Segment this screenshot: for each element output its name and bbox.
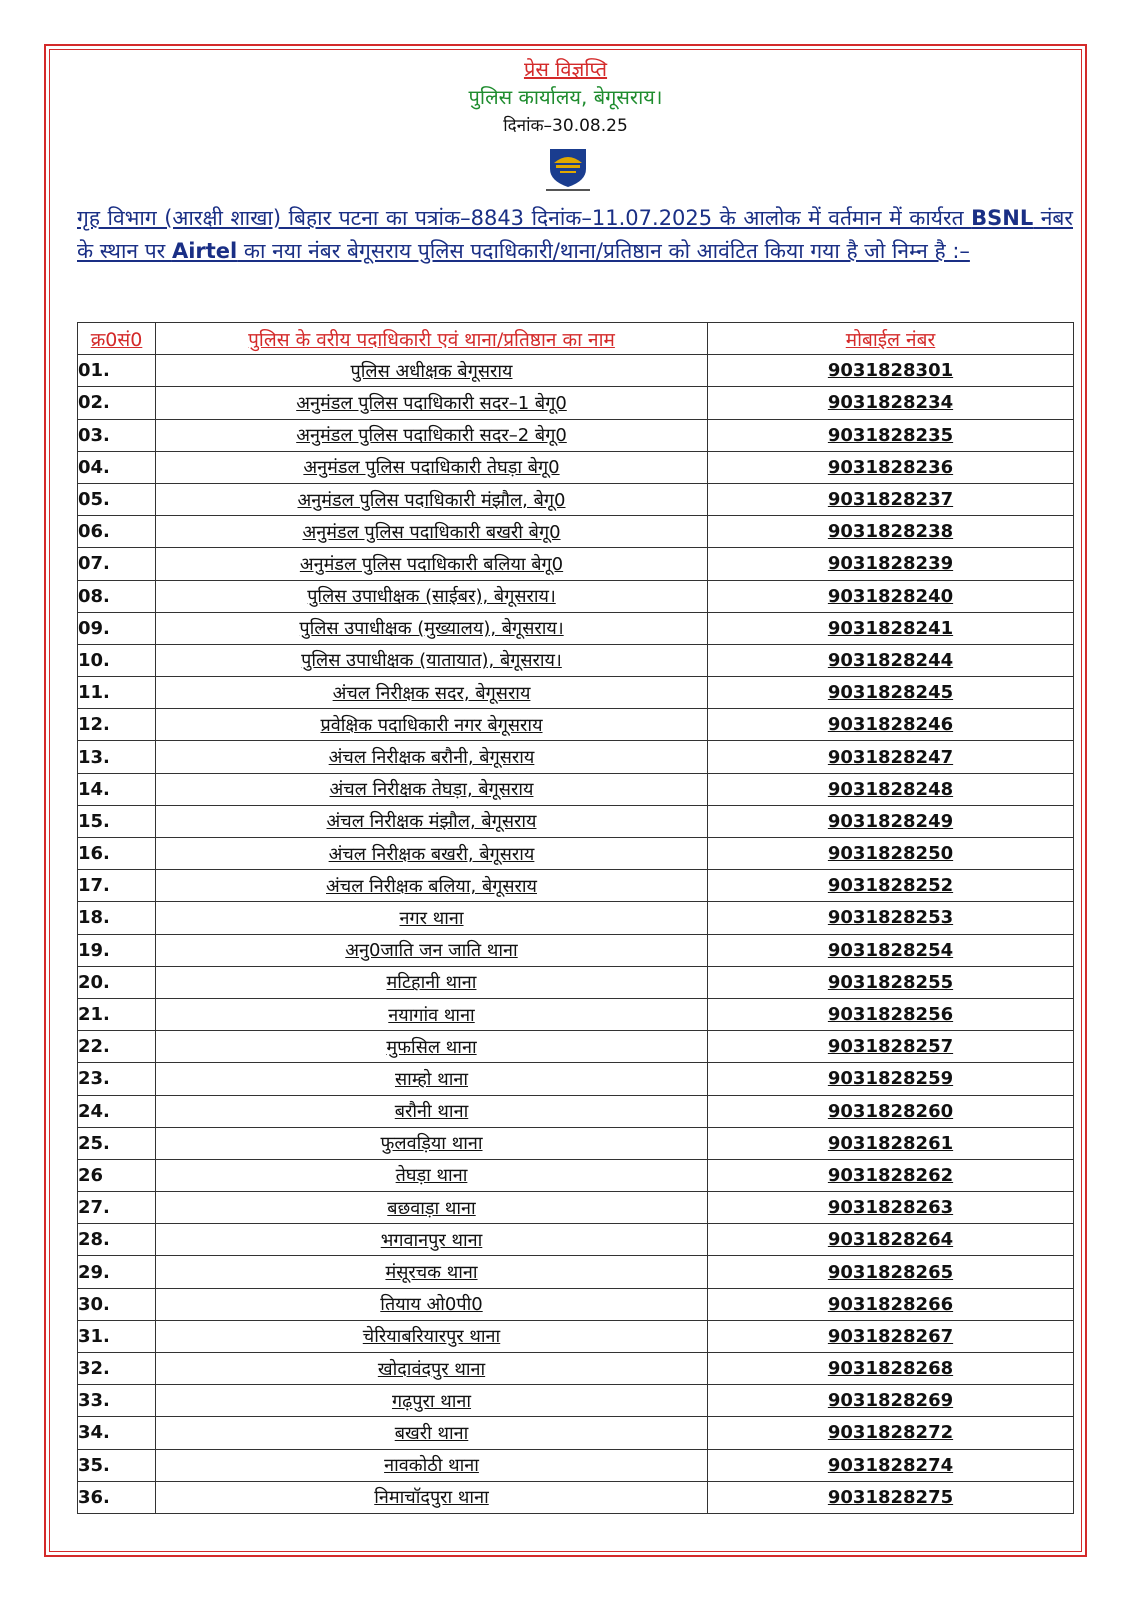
- serial-cell: 05.: [78, 483, 156, 515]
- name-cell: बखरी थाना: [156, 1417, 708, 1449]
- office-name: पुलिस कार्यालय, बेगूसराय।: [468, 85, 663, 109]
- serial-cell: 18.: [78, 902, 156, 934]
- serial-cell: 09.: [78, 612, 156, 644]
- mobile-cell: 9031828261: [708, 1127, 1074, 1159]
- table-row: [78, 1288, 1074, 1320]
- mobile-cell: 9031828234: [708, 387, 1074, 419]
- name-cell: निमाचॉदपुरा थाना: [156, 1481, 708, 1513]
- table-row: [78, 934, 1074, 966]
- name-cell: बछवाड़ा थाना: [156, 1192, 708, 1224]
- mobile-cell: 9031828238: [708, 516, 1074, 548]
- mobile-cell: 9031828255: [708, 966, 1074, 998]
- serial-cell: 31.: [78, 1320, 156, 1352]
- name-cell: अनु0जाति जन जाति थाना: [156, 934, 708, 966]
- mobile-cell: 9031828252: [708, 870, 1074, 902]
- name-cell: अंचल निरीक्षक मंझौल, बेगूसराय: [156, 805, 708, 837]
- serial-cell: 36.: [78, 1481, 156, 1513]
- serial-cell: 02.: [78, 387, 156, 419]
- table-row: [78, 709, 1074, 741]
- intro-text-2: नंबर के स्थान पर: [77, 206, 1073, 263]
- table-row: [78, 966, 1074, 998]
- mobile-cell: 9031828268: [708, 1353, 1074, 1385]
- serial-cell: 25.: [78, 1127, 156, 1159]
- name-cell: पुलिस उपाधीक्षक (यातायात), बेगूसराय।: [156, 644, 708, 676]
- table-row: [78, 1224, 1074, 1256]
- name-cell: साम्हो थाना: [156, 1063, 708, 1095]
- table-row: [78, 419, 1074, 451]
- table-row: [78, 387, 1074, 419]
- name-cell: अनुमंडल पुलिस पदाधिकारी तेघड़ा बेगू0: [156, 451, 708, 483]
- mobile-cell: 9031828245: [708, 677, 1074, 709]
- name-cell: बरौनी थाना: [156, 1095, 708, 1127]
- table-row: [78, 870, 1074, 902]
- intro-text-1: गृह विभाग (आरक्षी शाखा) बिहार पटना का पत्रांक–8843 दिनांक–11.07.2025 के आलोक में वर्तमान में कार्यरत: [77, 206, 972, 230]
- table-row: [78, 1481, 1074, 1513]
- serial-cell: 04.: [78, 451, 156, 483]
- table-row: [78, 1031, 1074, 1063]
- serial-cell: 29.: [78, 1256, 156, 1288]
- mobile-cell: 9031828259: [708, 1063, 1074, 1095]
- mobile-cell: 9031828244: [708, 644, 1074, 676]
- serial-cell: 32.: [78, 1353, 156, 1385]
- mobile-cell: 9031828246: [708, 709, 1074, 741]
- mobile-cell: 9031828249: [708, 805, 1074, 837]
- mobile-cell: 9031828269: [708, 1385, 1074, 1417]
- serial-cell: 35.: [78, 1449, 156, 1481]
- table-row: [78, 612, 1074, 644]
- table-row: [78, 1159, 1074, 1191]
- serial-cell: 23.: [78, 1063, 156, 1095]
- table-row: [78, 773, 1074, 805]
- serial-cell: 20.: [78, 966, 156, 998]
- mobile-cell: 9031828240: [708, 580, 1074, 612]
- name-cell: पुलिस अधीक्षक बेगूसराय: [156, 355, 708, 387]
- table-row: [78, 1449, 1074, 1481]
- mobile-cell: 9031828241: [708, 612, 1074, 644]
- serial-cell: 08.: [78, 580, 156, 612]
- header-name: पुलिस के वरीय पदाधिकारी एवं थाना/प्रतिष्ठान का नाम: [156, 323, 708, 355]
- mobile-cell: 9031828256: [708, 998, 1074, 1030]
- mobile-cell: 9031828235: [708, 419, 1074, 451]
- press-release-title: प्रेस विज्ञप्ति: [523, 57, 608, 81]
- serial-cell: 33.: [78, 1385, 156, 1417]
- table-row: [78, 741, 1074, 773]
- mobile-cell: 9031828250: [708, 838, 1074, 870]
- mobile-cell: 9031828264: [708, 1224, 1074, 1256]
- name-cell: अंचल निरीक्षक तेघड़ा, बेगूसराय: [156, 773, 708, 805]
- table-row: [78, 1417, 1074, 1449]
- name-cell: अंचल निरीक्षक सदर, बेगूसराय: [156, 677, 708, 709]
- mobile-cell: 9031828275: [708, 1481, 1074, 1513]
- name-cell: नगर थाना: [156, 902, 708, 934]
- name-cell: पुलिस उपाधीक्षक (साईबर), बेगूसराय।: [156, 580, 708, 612]
- name-cell: गढ़पुरा थाना: [156, 1385, 708, 1417]
- table-row: [78, 1192, 1074, 1224]
- name-cell: तेघड़ा थाना: [156, 1159, 708, 1191]
- mobile-cell: 9031828266: [708, 1288, 1074, 1320]
- serial-cell: 26: [78, 1159, 156, 1191]
- mobile-cell: 9031828265: [708, 1256, 1074, 1288]
- table-row: [78, 1127, 1074, 1159]
- table-row: [78, 1063, 1074, 1095]
- mobile-cell: 9031828237: [708, 483, 1074, 515]
- serial-cell: 01.: [78, 355, 156, 387]
- serial-cell: 27.: [78, 1192, 156, 1224]
- name-cell: नावकोठी थाना: [156, 1449, 708, 1481]
- release-date: दिनांक–30.08.25: [503, 116, 628, 136]
- mobile-cell: 9031828236: [708, 451, 1074, 483]
- serial-cell: 22.: [78, 1031, 156, 1063]
- serial-cell: 16.: [78, 838, 156, 870]
- table-row: [78, 677, 1074, 709]
- name-cell: नयागांव थाना: [156, 998, 708, 1030]
- name-cell: अंचल निरीक्षक बरौनी, बेगूसराय: [156, 741, 708, 773]
- name-cell: प्रवेक्षिक पदाधिकारी नगर बेगूसराय: [156, 709, 708, 741]
- mobile-cell: 9031828247: [708, 741, 1074, 773]
- table-row: [78, 355, 1074, 387]
- name-cell: मंसूरचक थाना: [156, 1256, 708, 1288]
- serial-cell: 24.: [78, 1095, 156, 1127]
- table-row: [78, 1256, 1074, 1288]
- mobile-cell: 9031828239: [708, 548, 1074, 580]
- serial-cell: 17.: [78, 870, 156, 902]
- table-row: [78, 902, 1074, 934]
- serial-cell: 21.: [78, 998, 156, 1030]
- serial-cell: 28.: [78, 1224, 156, 1256]
- serial-cell: 10.: [78, 644, 156, 676]
- mobile-cell: 9031828272: [708, 1417, 1074, 1449]
- serial-cell: 03.: [78, 419, 156, 451]
- name-cell: फुलवड़िया थाना: [156, 1127, 708, 1159]
- table-row: [78, 644, 1074, 676]
- mobile-cell: 9031828254: [708, 934, 1074, 966]
- name-cell: अनुमंडल पुलिस पदाधिकारी बलिया बेगू0: [156, 548, 708, 580]
- bihar-police-emblem-icon: [538, 145, 598, 193]
- serial-cell: 14.: [78, 773, 156, 805]
- table-row: [78, 483, 1074, 515]
- name-cell: अनुमंडल पुलिस पदाधिकारी मंझौल, बेगू0: [156, 483, 708, 515]
- serial-cell: 07.: [78, 548, 156, 580]
- name-cell: अंचल निरीक्षक बलिया, बेगूसराय: [156, 870, 708, 902]
- intro-airtel: Airtel: [171, 239, 238, 263]
- intro-text-3: का नया नंबर बेगूसराय पुलिस पदाधिकारी/थाना/प्रतिष्ठान को आवंटित किया गया है जो निम्न है :–: [237, 239, 970, 263]
- serial-cell: 19.: [78, 934, 156, 966]
- mobile-cell: 9031828248: [708, 773, 1074, 805]
- name-cell: मटिहानी थाना: [156, 966, 708, 998]
- name-cell: तियाय ओ0पी0: [156, 1288, 708, 1320]
- table-row: [78, 580, 1074, 612]
- mobile-cell: 9031828263: [708, 1192, 1074, 1224]
- serial-cell: 13.: [78, 741, 156, 773]
- name-cell: अनुमंडल पुलिस पदाधिकारी सदर–1 बेगू0: [156, 387, 708, 419]
- mobile-cell: 9031828253: [708, 902, 1074, 934]
- intro-bsnl: BSNL: [971, 206, 1034, 230]
- header-mobile: मोबाईल नंबर: [708, 323, 1074, 355]
- intro-paragraph: [77, 202, 1073, 268]
- header-serial: क्र0सं0: [78, 323, 156, 355]
- table-row: [78, 1095, 1074, 1127]
- mobile-cell: 9031828257: [708, 1031, 1074, 1063]
- name-cell: चेरियाबरियारपुर थाना: [156, 1320, 708, 1352]
- serial-cell: 06.: [78, 516, 156, 548]
- mobile-cell: 9031828301: [708, 355, 1074, 387]
- mobile-cell: 9031828260: [708, 1095, 1074, 1127]
- name-cell: मुफसिल थाना: [156, 1031, 708, 1063]
- table-row: [78, 451, 1074, 483]
- table-header-row: [78, 323, 1074, 355]
- table-row: [78, 998, 1074, 1030]
- table-row: [78, 1385, 1074, 1417]
- name-cell: भगवानपुर थाना: [156, 1224, 708, 1256]
- name-cell: अंचल निरीक्षक बखरी, बेगूसराय: [156, 838, 708, 870]
- name-cell: अनुमंडल पुलिस पदाधिकारी बखरी बेगू0: [156, 516, 708, 548]
- mobile-cell: 9031828274: [708, 1449, 1074, 1481]
- mobile-number-table: [77, 322, 1074, 1514]
- mobile-cell: 9031828267: [708, 1320, 1074, 1352]
- table-row: [78, 1320, 1074, 1352]
- name-cell: अनुमंडल पुलिस पदाधिकारी सदर–2 बेगू0: [156, 419, 708, 451]
- table-row: [78, 516, 1074, 548]
- mobile-cell: 9031828262: [708, 1159, 1074, 1191]
- name-cell: खोदावंदपुर थाना: [156, 1353, 708, 1385]
- serial-cell: 30.: [78, 1288, 156, 1320]
- table-row: [78, 548, 1074, 580]
- name-cell: पुलिस उपाधीक्षक (मुख्यालय), बेगूसराय।: [156, 612, 708, 644]
- serial-cell: 12.: [78, 709, 156, 741]
- serial-cell: 11.: [78, 677, 156, 709]
- table-row: [78, 805, 1074, 837]
- table-row: [78, 838, 1074, 870]
- serial-cell: 34.: [78, 1417, 156, 1449]
- serial-cell: 15.: [78, 805, 156, 837]
- table-row: [78, 1353, 1074, 1385]
